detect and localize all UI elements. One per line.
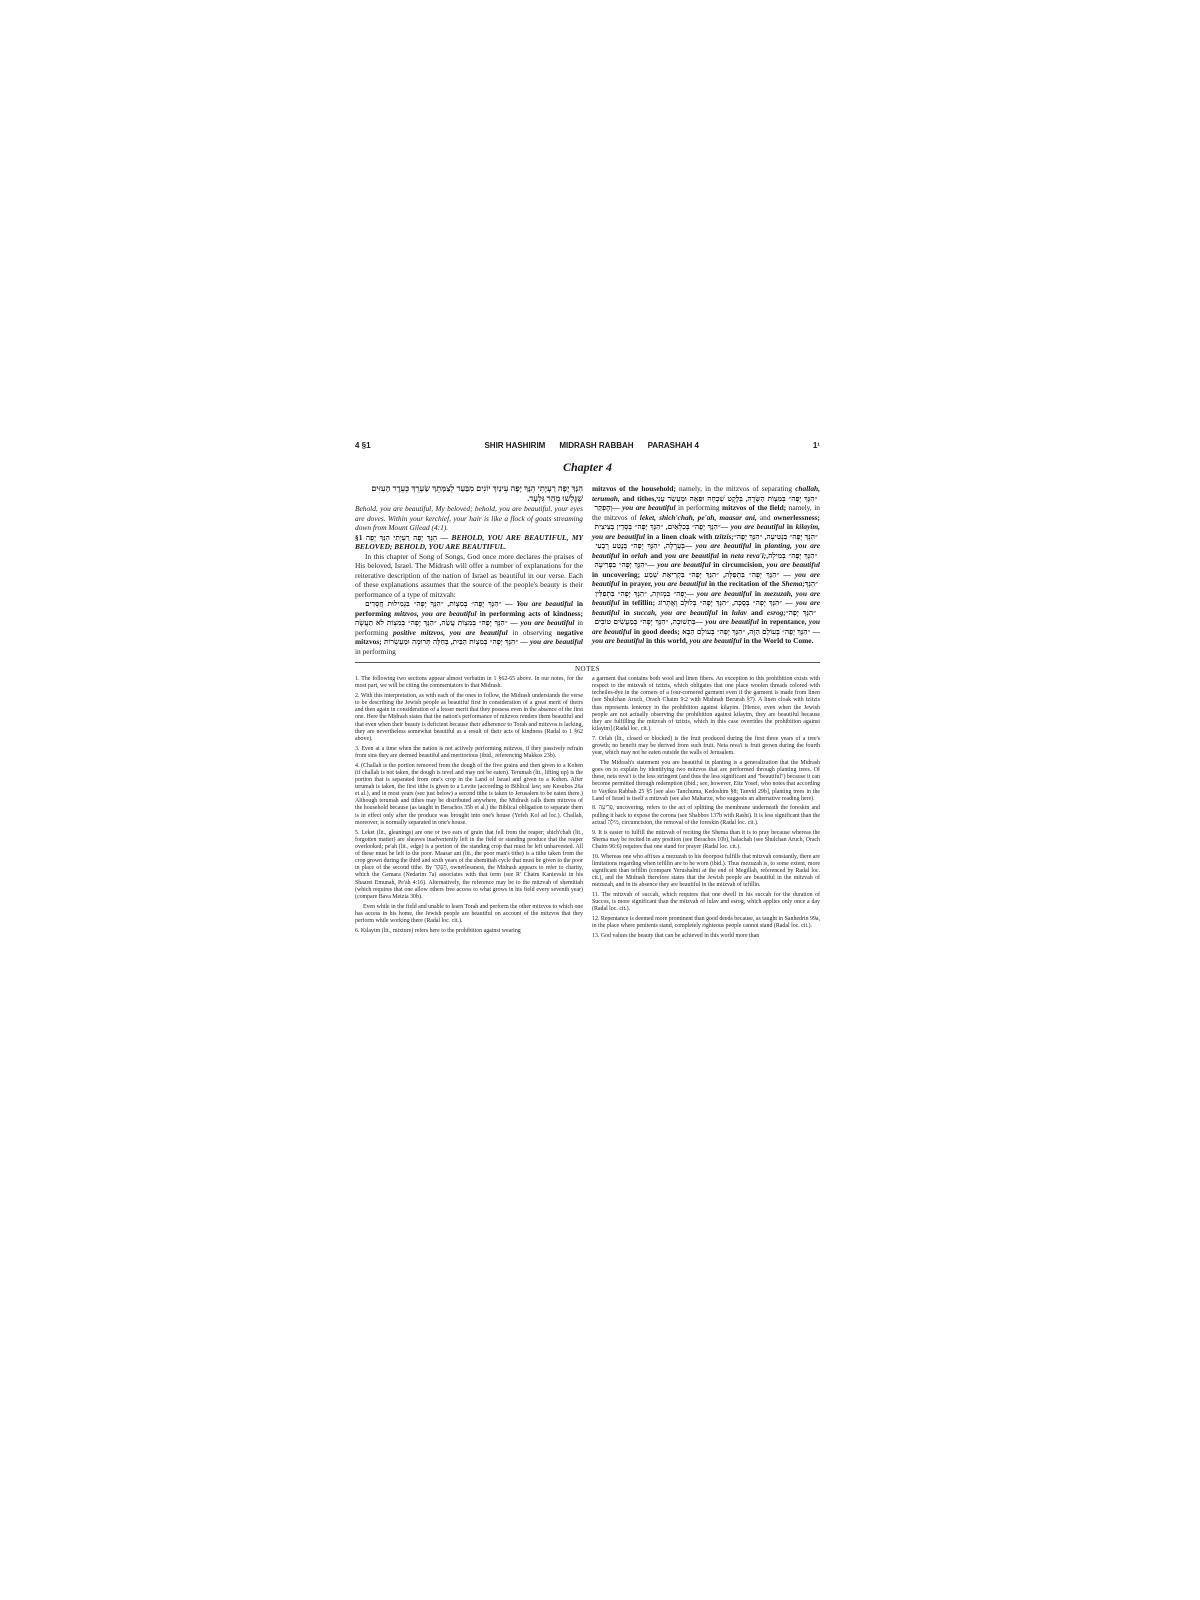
right-text-run: in prayer, — [619, 579, 655, 588]
right-text-run: in — [717, 607, 732, 617]
running-head-center — [484, 441, 699, 450]
left-column — [355, 484, 583, 656]
right-text-run: ״הִנָּךְ יָפָה״ בְּסֻכָּה, ״הִנָּךְ יָפָה״ בְּלוּלָב וְאֶתְרוֹג — [655, 598, 786, 607]
paragraph-1-text-a: — You are beautiful — [505, 599, 573, 608]
right-column-text — [592, 484, 820, 646]
paragraph-1-hebrew: ״הִנָּךְ יָפָה״ בְּמִצְוֹת, ״הִנָּךְ יָפָה״ בִּגְמִילוּת חֲסָדִים — [365, 599, 502, 608]
note-2: 2. With this interpretation, as with each of the ones to follow, the Midrash understands the verse to be describing the Jewish people as beautiful first in consideration of a great merit of theirs and then again in consideration of a lesser merit that they possess even in the absence of the first one. Here the Midrash states that the nation's performance of mitzvos renders them beautiful and that even when their beauty is deficient because their adherence to Torah and mitzvos is lacking, they are nevertheless somewhat beautiful as a result of their acts of kindness (Radal to 1 §62 above). — [355, 692, 583, 742]
section-intro: In this chapter of Song of Songs, God once more declares the praises of His beloved, Israel. The Midrash will offer a number of explanations for the reiterative description of the nation of Israel as beautiful in our verse. Each of these explanations assumes that the source of the people's beauty is their performance of a type of mitzvah: — [355, 551, 583, 599]
paragraph-3-text-a: — you are beautiful — [520, 637, 583, 646]
right-text-run: — you are beautiful — [695, 617, 759, 626]
note-10: 10. Whereas one who affixes a mezuzah to his doorpost fulfills that mitzvah constantly, there are limitations regarding when tefillin are to be worn (ibid.). Thus mezuzah is, to some extent, more significant than tefillin (compare Yerushalmi at the end of Megillah, referenced by Radal loc. cit.), and the Midrash therefore states that the Jewish people are beautiful in the mitzvah of mezuzah, and in its absence they are beautiful in the mitzvah of tefillin. — [592, 853, 820, 889]
right-text-run: in — [784, 522, 796, 531]
note-7-continued: The Midrash's statement you are beautiful in planting is a generalization that the Midrash goes on to explain by identifying two mitzvos that are performed through planting trees. Of these, neta reva'i is the less stringent (and thus the less significant and "beautiful") because it can become permitted through redemption (ibid.; see, however, Eitz Yosef, who notes that according to Vayikra Rabbah 25 §5 [see also Tanchuma, Kedoshim §8; Tanvid 29b], planting trees in the Land of Israel is itself a mitzvah (see also Maharzu, who suggests an alternative reading here). — [592, 759, 820, 802]
right-text-run: ״הִנָּךְ יָפָה״ בְּכִלְאַיִם, ״הִנָּךְ יָפָה״ בְּסָדִין בְּצִיצִית — [592, 522, 721, 531]
right-text-run: in a linen cloak with — [644, 531, 715, 541]
right-text-run: succah, you are beautiful — [633, 607, 718, 617]
paragraph-1-text-d: in performing — [479, 608, 526, 618]
note-3: 3. Even at a time when the nation is not actively performing mitzvos, if they passively refrain from sins they are deemed beautiful and meritorious (ibid., referencing Makkos 23b). — [355, 745, 583, 759]
paragraph-2-text-c: positive mitzvos, you are beautiful — [392, 627, 508, 637]
right-text-run: and — [647, 550, 666, 560]
note-12: 12. Repentance is deemed more prominent than good deeds because, as taught in Sanhedrin 99a, in the place where penitents stand, completely righteous people cannot stand (Radal loc. cit.). — [592, 916, 820, 930]
section-english-lemma: — BEHOLD, YOU ARE BEAUTIFUL, MY BELOVED; BEHOLD, YOU ARE BEAUTIFUL. — [355, 532, 584, 551]
running-head-right: 1¹ — [812, 440, 820, 450]
right-text-run: — you are beautiful — [592, 598, 820, 617]
paragraph-2-text-a: — you are beautiful — [510, 618, 575, 627]
note-5: 5. Leket (lit., gleanings) are one or two ears of grain that fell from the reaper; shich'chah (lit., forgotten matter) are sheaves inadvertently left in the field or standing produce that the reaper overlooked; pe'ah (lit., edge) is a portion of the standing crop that must be left unharvested. All of these must be left to the poor. Maasar ani (lit., the poor man's tithe) is a tithe taken from the crop grown during the third and sixth years of the shemittah cycle that must be given to the poor in place of the second tithe. By הֶפְקֵר, ownerlessness, the Midrash appears to refer to charity, which the Gemara (Nedarim 7a) associates with that term (see R' Chaim Kanievski in his Shaarei Emunah, Pe'ah 4:16). Alternatively, the reference may be to the mitzvah of shemittah (which requires that one allow others free access to what grows in his field every seventh year) (compare Bava Metzia 30b). — [355, 829, 584, 900]
right-text-run: in the World to Come. — [741, 636, 814, 645]
verse-hebrew: הִנָּךְ יָפָה רַעְיָתִי הִנָּךְ יָפָה עֵינַיִךְ יוֹנִים מִבַּעַד לְצַמָּתֵךְ שַׂעְרֵךְ כְּעֵדֶר הָעִזִּים שֶׁגָּלְשׁוּ מֵהַר גִּלְעָד. — [371, 484, 583, 503]
right-text-run: in — [751, 541, 765, 550]
paragraph-1-text-b: in performing — [355, 599, 583, 618]
right-text-run: in — [619, 550, 632, 560]
right-text-run: you are beautiful — [665, 550, 719, 560]
right-text-run: — you are beautiful — [592, 569, 820, 588]
paragraph-1 — [355, 599, 583, 656]
right-text-run: — you are beautiful — [647, 560, 711, 569]
note-4: 4. (Challah is the portion removed from the dough of the five grains and then given to a Kohen (if challah is not taken, the dough is tevel and may not be eaten). Terumah (lit., lifting up) is the portion that is separated from one's crop in the Land of Israel and given to a Kohen. After terumah is taken, the first tithe is given to a Levite (according to Biblical law; see Kesubos 26a et al.), and in most years (see just below) a second tithe is taken to Jerusalem to be eaten there.) Although terumah and tithes may be distributed anywhere, the Midrash calls them mitzvos of the household because (as taught in Berachos 35b et al.) the Biblical obligation to separate them is in effect only after the produce was brought into one's house (Yefeh Kol ad loc.). Challah, moreover, is normally separated in one's house. — [355, 762, 583, 826]
right-text-run: mitzvos of the household; — [592, 484, 676, 493]
right-text-run: you are beautiful — [592, 617, 821, 636]
right-text-run: planting, you are beautiful — [592, 541, 821, 560]
paragraph-1-text-c: mitzvos, you are beautiful — [394, 608, 477, 618]
right-text-run: esrog; — [766, 607, 786, 617]
note-6: 6. Kilayim (lit., mixture) refers here to the prohibition against wearing — [355, 927, 521, 934]
right-text-run: — you are beautiful — [686, 588, 752, 598]
right-text-run: in performing — [675, 503, 723, 512]
right-text-run: ״הִנָּךְ יָפָה״ בִּתְשׁוּבָה, ״הִנָּךְ יָפָה״ בְּמַעֲשִׂים טוֹבִים — [592, 607, 820, 626]
paragraph-2-text-b: in performing — [355, 618, 583, 637]
notes-right-column — [592, 676, 820, 943]
right-text-run: — you are beautiful — [592, 626, 820, 645]
right-text-run: in good deeds; — [631, 626, 680, 636]
right-column — [592, 484, 820, 656]
right-text-run: — you are beautiful — [684, 541, 752, 550]
right-text-run: in uncovering; — [592, 569, 641, 579]
right-text-run: leket, shich'chah, pe'ah, maasar ani, — [639, 512, 757, 522]
right-text-run: and — [756, 512, 774, 522]
right-text-run: ״הִנָּךְ יָפָה״ בְּמִילָה, ״הִנָּךְ יָפָה״ בִּפְרִיעָה — [592, 550, 820, 569]
right-text-run: in — [751, 588, 765, 598]
right-text-run: Shema; — [781, 579, 805, 588]
chapter-title: Chapter 4 — [562, 460, 612, 474]
right-text-run: tithes, — [637, 493, 657, 503]
right-text-run: mezuzah, you are beautiful — [592, 588, 820, 607]
paragraph-2-hebrew: ״הִנָּךְ יָפָה״ בְּמִצְוֹת עֲשֵׂה, ״הִנָּךְ יָפָה״ בְּמִצְוֹת לֹא תַעֲשֶׂה — [355, 618, 508, 627]
right-text-run: namely, in the mitzvos of — [592, 503, 820, 522]
section-hebrew-lemma: הִנָּךְ יָפָה רַעְיָתִי הִנָּךְ יָפָה — [365, 532, 438, 542]
right-text-run: in this world, — [644, 636, 690, 645]
running-head — [355, 438, 820, 452]
right-text-run: namely, in the mitzvos of separating — [675, 484, 796, 493]
paragraph-2-text-d: in observing — [512, 627, 552, 637]
running-head-book: SHIR HASHIRIM — [484, 440, 546, 450]
main-text — [355, 484, 820, 656]
right-text-run: in tefillin; — [619, 598, 656, 607]
note-9: 9. It is easier to fulfill the mitzvah of reciting the Shema than it is to pray because whereas the Shema may be recited in any position (see Berachos 10b), halachah (see Shulchan Aruch, Orach Chaim 96:6) requires that one stand for prayer (Radal loc. cit.). — [592, 829, 820, 850]
right-text-run: in — [619, 607, 634, 617]
right-text-run: challah, terumah, — [592, 484, 820, 503]
right-text-run: ownerlessness; — [773, 512, 820, 522]
paragraph-3-text-b: in performing — [355, 646, 396, 656]
right-text-run: lulav — [731, 607, 747, 617]
paragraph-2-text-e: negative mitzvos; — [355, 627, 583, 646]
right-text-run: and — [746, 607, 767, 617]
note-7: 7. Orlah (lit., closed or blocked) is the fruit produced during the first three years of a tree's growth; no benefit may be derived from such fruit. Neta reva'i is fruit grown during the fourth year, which may not be eaten outside the walls of Jerusalem. — [592, 735, 820, 757]
right-text-run: ״הִנָּךְ יָפָה״ בִּתְפִלָּה, ״הִנָּךְ יָפָה״ בִּקְרִיאַת שְׁמַע — [640, 569, 784, 579]
right-text-run: you are beautiful — [654, 579, 707, 588]
notes-section — [355, 676, 820, 943]
section-heading — [355, 533, 583, 552]
note-1: 1. The following two sections appear almost verbatim in 1 §62-65 above. In our notes, for the most part, we will be citing the commentators to that Midrash. — [355, 676, 583, 690]
right-text-run: in repentance, — [758, 617, 809, 626]
book-page — [355, 438, 820, 943]
right-text-run: ״הִנָּךְ יָפָה״ בְּמִצְוֹת הַשָּׂדֶה, בְּלֶקֶט שִׁכְחָה וּפֵאָה וּמַעְשַׂר עָנִי וְהֶפְקֵר — [592, 493, 820, 512]
right-text-run: tzitzis; — [714, 531, 734, 541]
right-text-run: in — [718, 550, 731, 560]
paragraph-3-hebrew: ״הִנָּךְ יָפָה״ בְּמִצְוֹת הַבַּיִת, בְּחַלָּה תְּרוּמָה וּמַעַשְׂרוֹת — [383, 637, 519, 646]
right-text-run: ״הִנָּךְ יָפָה״ בִּמְזוּזָה, ״הִנָּךְ יָפָה״ בִּתְפִלִּין — [592, 579, 820, 598]
note-11: 11. The mitzvah of succah, which requires that one dwell in his succah for the duration of Succos, is more significant than the mitzvah of lulav and esrog, which applies only once a day (Radal loc. cit.). — [592, 891, 820, 913]
right-text-run: in circumcision, — [710, 560, 767, 569]
right-text-run: ״הִנָּךְ יָפָה״ בִּנְטִיעָה, ״הִנָּךְ יָפָה״ בְּעָרְלָה, ״הִנָּךְ יָפָה״ בְּנֶטַע רְבָעִי — [592, 531, 820, 550]
note-8: 8. פְּרִיעָה, uncovering, refers to the act of splitting the membrane underneath the foreskin and pulling it back to expose the corona (see Shabbos 137b with Rashi). It is less significant than the actual מִילָה, circumcision, the removal of the foreskin (Radal loc. cit.). — [592, 805, 820, 826]
running-head-parashah: PARASHAH 4 — [647, 440, 699, 450]
note-6-continued: a garment that contains both wool and linen fibers. An exception to this prohibition exists with respect to the mitzvah of tzitzis, which obligates that one place woolen threads colored with techeiles-dye in the corners of a four-cornered garment even if the garment is made from linen (see Shulchan Aruch, Orach Chaim 9:2 with Mishnah Berurah §7). A linen cloak with tzitzis thus represents leniency in the prohibition against kilayim. [Hence, even when the Jewish people are not actually observing the prohibition against kilayim, they are beautiful because they are fulfilling the mitzvah of tzitzis, which in this case overrides the prohibition against kilayim] (Radal loc. cit.). — [592, 676, 820, 733]
right-text-run: kilayim, you are beautiful — [592, 522, 821, 541]
right-text-run: in the recitation of the — [706, 579, 782, 588]
paragraph-1-text-e: acts of kindness; — [528, 608, 583, 618]
right-text-run: mitzvos of the field; — [722, 503, 787, 512]
running-head-work: MIDRASH RABBAH — [559, 440, 634, 450]
notes-left-column — [355, 676, 583, 943]
right-text-run: orlah — [631, 550, 648, 560]
note-13: 13. God values the beauty that can be achieved in this world more than — [592, 932, 760, 939]
right-text-run: — you are beautiful — [612, 503, 676, 512]
right-text-run: neta reva'i; — [730, 550, 767, 560]
running-head-left: 4 §1 — [355, 440, 371, 450]
right-text-run: and — [619, 493, 638, 503]
verse-english: Behold, you are beautiful, My beloved; behold, you are beautiful, your eyes are doves. Within your kerchief, your hair is like a flock of goats streaming down from Mount Gilead (4:1). — [355, 504, 583, 532]
right-text-run: — you are beautiful — [720, 522, 785, 531]
section-number: §1 — [355, 532, 363, 542]
right-text-run: you are beautiful — [766, 560, 820, 569]
right-text-run: you are beautiful — [689, 636, 742, 645]
notes-divider — [355, 662, 820, 663]
right-text-run: ״הִנָּךְ יָפָה״ בָּעוֹלָם הַזֶּה, ״הִנָּךְ יָפָה״ בָּעוֹלָם הַבָּא — [679, 626, 813, 636]
note-5-continued: Even while in the field and unable to learn Torah and perform the other mitzvos to which one has access in his home, the Jewish people are beautiful on account of the mitzvos that they perform while working there (Radal loc. cit.). — [355, 903, 583, 924]
notes-title: NOTES — [574, 665, 601, 673]
